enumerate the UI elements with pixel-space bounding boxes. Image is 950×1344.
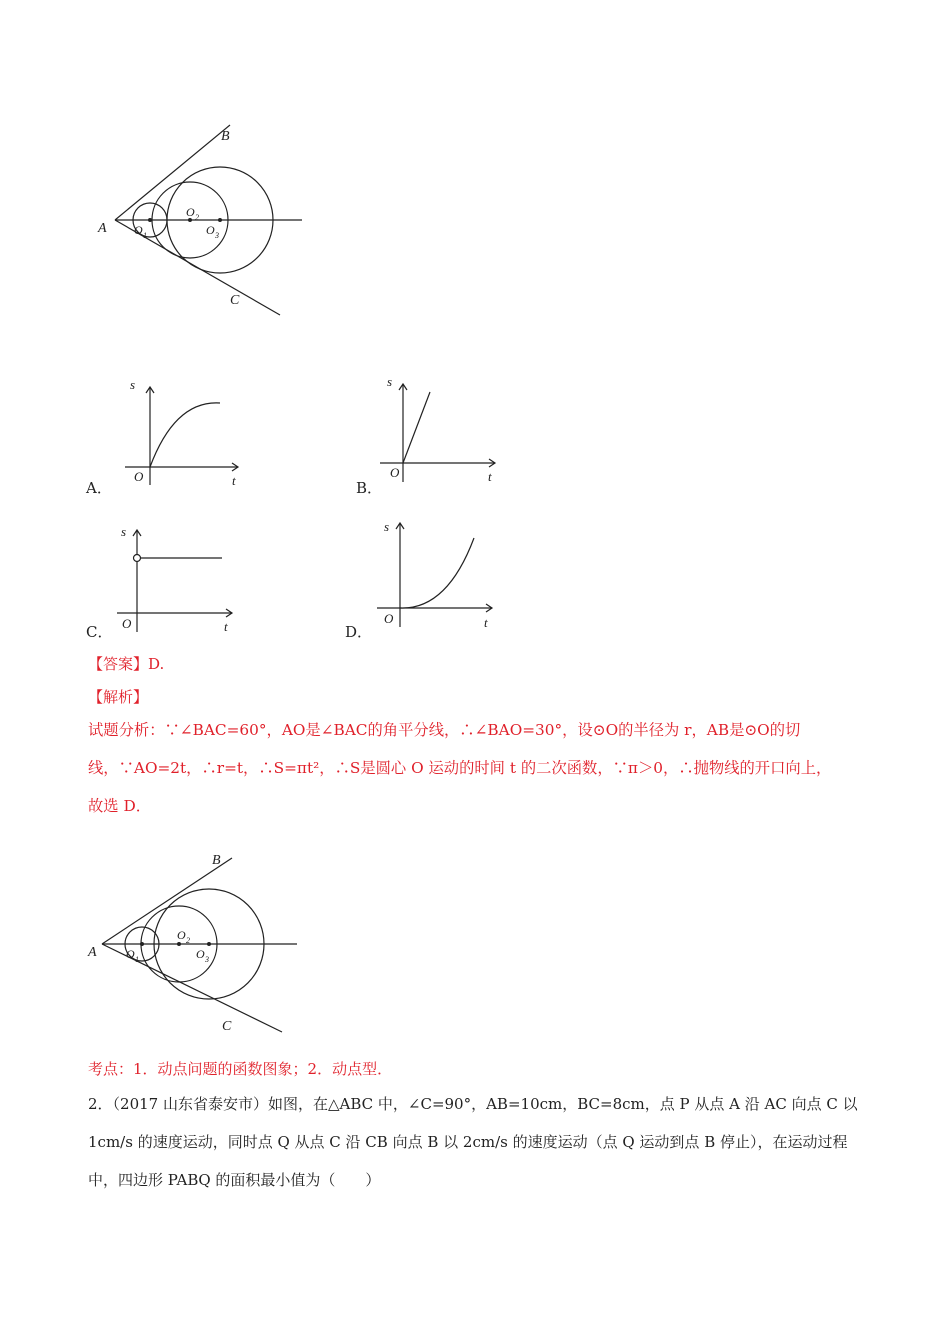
ray-ab [115, 125, 230, 220]
option-a-label[interactable]: A． [86, 479, 112, 497]
label-a: A [88, 945, 97, 960]
analysis-circles-figure [82, 848, 312, 1038]
point-o3 [218, 218, 222, 222]
question2-line-1: 2．（2017 山东省泰安市）如图，在△ABC 中，∠C=90°，AB=10cm，BC=8cm，点 P 从点 A 沿 AC 向点 C 以 [88, 1095, 858, 1113]
ray-ab [102, 858, 232, 944]
label-o1-sub: 1 [135, 955, 139, 964]
question2-line-2: 1cm/s 的速度运动，同时点 Q 从点 C 沿 CB 向点 B 以 2cm/s 的速度运动（点 Q 运动到点 B 停止），在运动过程 [88, 1133, 848, 1151]
origin: O [384, 611, 394, 626]
axis-t: t [488, 469, 492, 484]
axis-s: s [387, 374, 393, 389]
option-c-graph[interactable] [112, 520, 242, 638]
label-c: C [230, 293, 240, 308]
analysis-line-1: 试题分析：∵∠BAC=60°，AO是∠BAC的角平分线，∴∠BAO=30°，设⊙O的半径为 r，AB是⊙O的切 [88, 721, 801, 739]
option-b-graph[interactable] [375, 370, 505, 490]
option-d-graph[interactable] [372, 515, 502, 633]
open-dot [134, 555, 141, 562]
label-o3-sub: 3 [205, 955, 209, 964]
curve-a [150, 403, 220, 467]
point-o3 [207, 942, 211, 946]
kaodian-line: 考点：1．动点问题的函数图象；2．动点型． [88, 1060, 393, 1078]
point-o2 [177, 942, 181, 946]
top-circles-figure [90, 120, 330, 330]
line-b [403, 392, 430, 463]
axis-s: s [130, 377, 136, 392]
label-o2: O [186, 205, 195, 219]
axis-t: t [224, 619, 228, 634]
label-o2: O [177, 928, 186, 942]
option-c-label[interactable]: C． [86, 623, 113, 641]
axis-t: t [484, 615, 488, 630]
label-o1: O [134, 223, 143, 237]
label-b: B [221, 129, 230, 144]
label-o1: O [126, 947, 135, 961]
option-a-graph[interactable] [120, 375, 250, 490]
answer-value: D. [148, 655, 165, 673]
option-b-label[interactable]: B． [356, 479, 383, 497]
origin: O [390, 465, 400, 480]
axis-s: s [121, 524, 127, 539]
point-o1 [140, 942, 144, 946]
origin: O [134, 469, 144, 484]
label-o3: O [206, 223, 215, 237]
answer-tag: 【答案】 [88, 655, 149, 673]
axis-t: t [232, 473, 236, 488]
label-a: A [98, 221, 107, 236]
label-o1-sub: 1 [143, 231, 147, 240]
question2-line-3: 中，四边形 PABQ 的面积最小值为（ ） [88, 1171, 381, 1189]
analysis-line-3: 故选 D． [88, 797, 152, 815]
label-b: B [212, 853, 221, 868]
point-o1 [148, 218, 152, 222]
analysis-tag: 【解析】 [88, 688, 149, 706]
axis-s: s [384, 519, 390, 534]
analysis-line-2: 线，∵AO=2t，∴r=t，∴S=πt²，∴S是圆心 O 运动的时间 t 的二次函数，∵π＞0，∴抛物线的开口向上， [88, 759, 832, 777]
label-o2-sub: 2 [186, 936, 190, 945]
label-o2-sub: 2 [195, 213, 199, 222]
label-c: C [222, 1019, 232, 1034]
origin: O [122, 616, 132, 631]
option-d-label[interactable]: D． [345, 623, 373, 641]
curve-d [400, 538, 474, 608]
label-o3: O [196, 947, 205, 961]
label-o3-sub: 3 [215, 231, 219, 240]
